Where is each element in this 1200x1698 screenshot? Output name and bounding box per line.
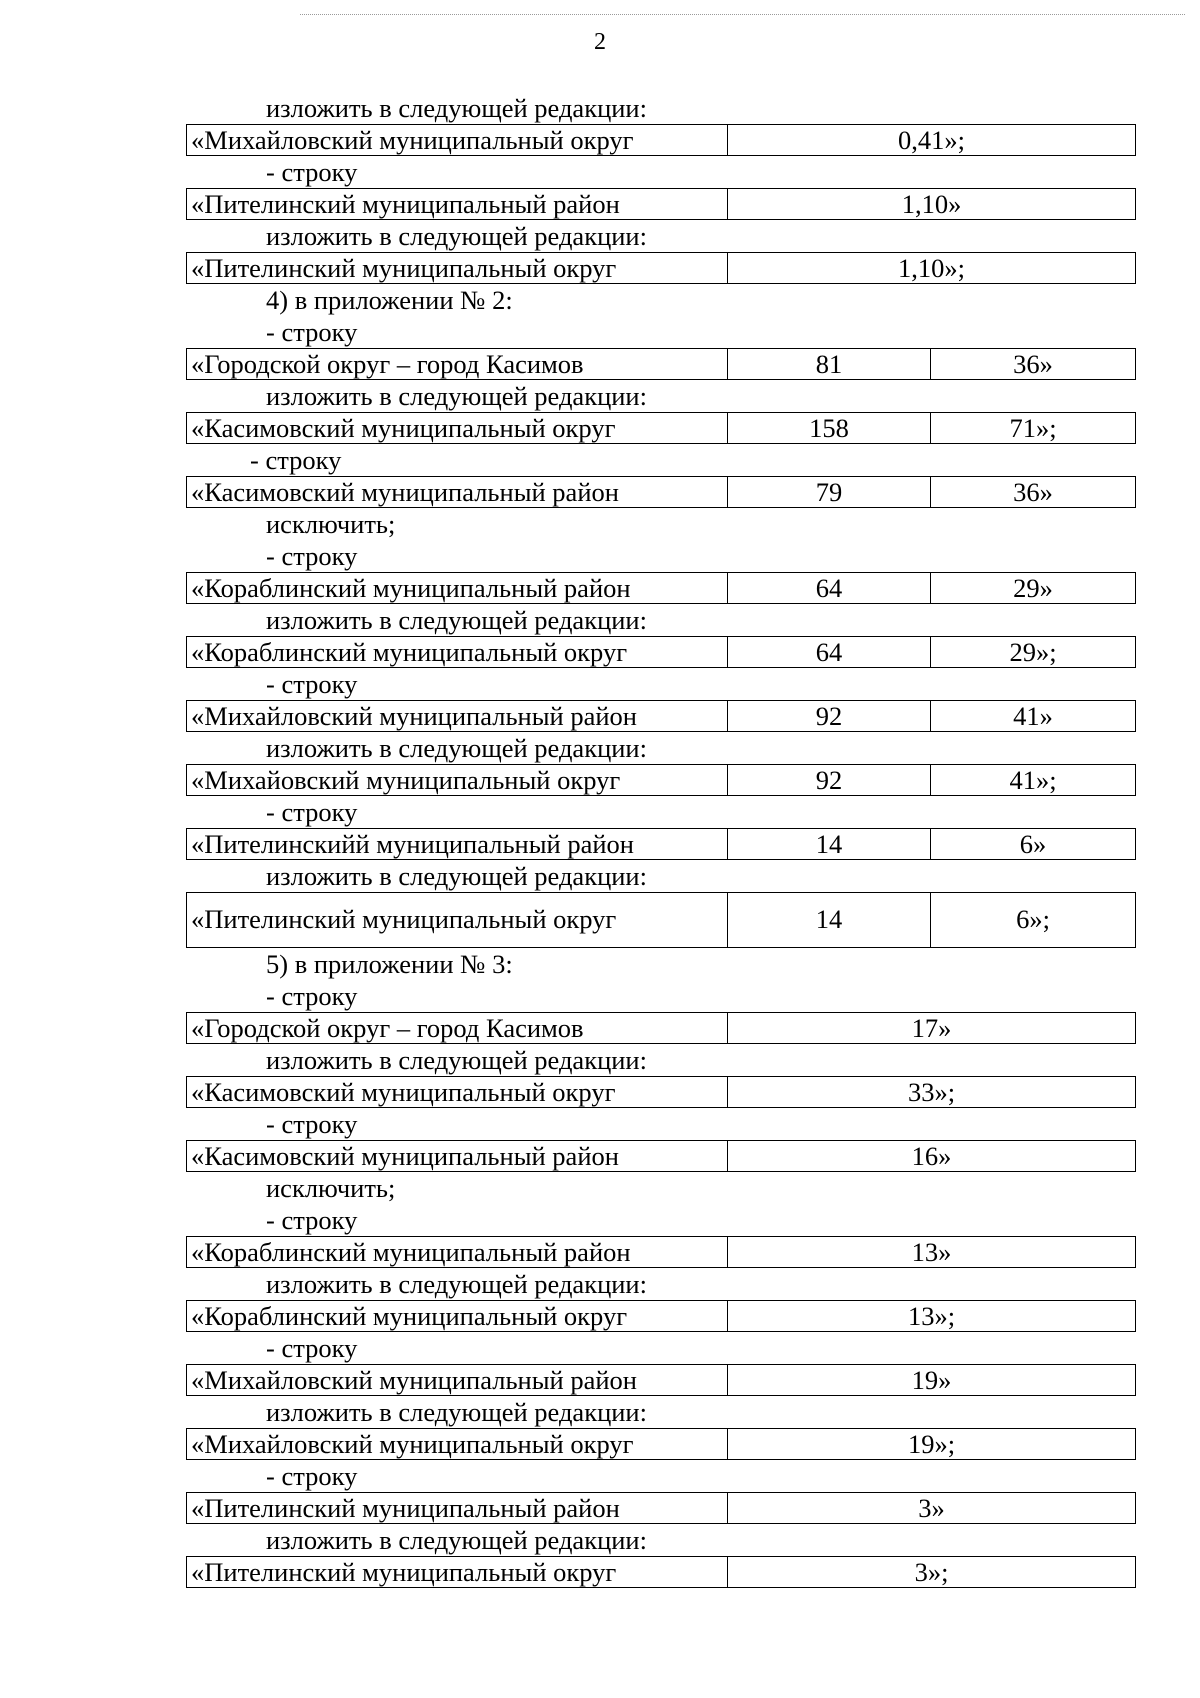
instruction-text: исключить; <box>266 1173 396 1203</box>
instruction-text: изложить в следующей редакции: <box>266 605 647 635</box>
municipality-name-cell: «Пителинский муниципальный округ <box>187 893 728 947</box>
value-cell: 3» <box>918 1493 945 1523</box>
value-cell-2: 6» <box>1019 829 1047 859</box>
table-row <box>186 1364 1136 1396</box>
value-cell: 0,41»; <box>898 125 965 155</box>
table-row-two-values <box>186 572 1136 604</box>
value-cell: 13» <box>911 1237 952 1267</box>
value-cell-2: 71»; <box>1009 413 1057 443</box>
instruction-text: 5) в приложении № 3: <box>266 949 513 979</box>
instruction-text: изложить в следующей редакции: <box>266 221 647 251</box>
value-cell: 19» <box>911 1365 952 1395</box>
municipality-name-cell: «Михайовский муниципальный округ <box>187 765 728 795</box>
value-cell-1: 14 <box>728 893 931 947</box>
table-row <box>186 1076 1136 1108</box>
table-row <box>186 1012 1136 1044</box>
municipality-name-cell: «Пителинский муниципальный район <box>187 1493 728 1523</box>
value-cell-1: 64 <box>728 637 931 667</box>
instruction-text: изложить в следующей редакции: <box>266 93 647 123</box>
table-row-two-values <box>186 892 1136 948</box>
municipality-name-cell: «Касимовский муниципальный округ <box>187 413 728 443</box>
value-cell-2: 36» <box>1013 477 1053 507</box>
value-cell: 1,10»; <box>898 253 965 283</box>
value-cell-2: 41»; <box>1009 765 1057 795</box>
document-body <box>186 92 1136 1588</box>
instruction-text: - строку <box>266 541 358 571</box>
value-cell-2: 29»; <box>1009 637 1057 667</box>
municipality-name-cell: «Городской округ – город Касимов <box>187 349 728 379</box>
municipality-name-cell: «Пителинский муниципальный район <box>187 189 728 219</box>
instruction-text: изложить в следующей редакции: <box>266 381 647 411</box>
instruction-text: - строку <box>266 157 358 187</box>
table-row <box>186 1556 1136 1588</box>
value-cell: 19»; <box>907 1429 956 1459</box>
instruction-text: - строку <box>266 797 358 827</box>
municipality-name-cell: «Городской округ – город Касимов <box>187 1013 728 1043</box>
instruction-text: - строку <box>266 317 358 347</box>
instruction-text: 4) в приложении № 2: <box>266 285 513 315</box>
value-cell-2: 36» <box>1013 349 1053 379</box>
instruction-text: - строку <box>266 1461 358 1491</box>
municipality-name-cell: «Кораблинский муниципальный округ <box>187 637 728 667</box>
municipality-name-cell: «Кораблинский муниципальный район <box>187 573 728 603</box>
page-number: 2 <box>594 29 606 55</box>
table-row-two-values <box>186 764 1136 796</box>
instruction-text: - строку <box>266 1109 358 1139</box>
value-cell: 33»; <box>907 1077 956 1107</box>
municipality-name-cell: «Пителинский муниципальный округ <box>187 1557 728 1587</box>
instruction-text: изложить в следующей редакции: <box>266 1269 647 1299</box>
value-cell: 13»; <box>907 1301 956 1331</box>
table-row-two-values <box>186 348 1136 380</box>
value-cell-1: 92 <box>728 701 931 731</box>
municipality-name-cell: «Пителинскийй муниципальный район <box>187 829 728 859</box>
table-row-two-values <box>186 828 1136 860</box>
table-row-two-values <box>186 700 1136 732</box>
value-cell-2: 29» <box>1013 573 1053 603</box>
instruction-text: - строку <box>266 981 358 1011</box>
table-row-two-values <box>186 636 1136 668</box>
municipality-name-cell: «Кораблинский муниципальный округ <box>187 1301 728 1331</box>
table-row <box>186 1492 1136 1524</box>
table-row <box>186 1428 1136 1460</box>
table-row-two-values <box>186 476 1136 508</box>
municipality-name-cell: «Касимовский муниципальный округ <box>187 1077 728 1107</box>
table-row <box>186 188 1136 220</box>
value-cell-1: 92 <box>728 765 931 795</box>
table-row <box>186 1236 1136 1268</box>
municipality-name-cell: «Касимовский муниципальный район <box>187 1141 728 1171</box>
value-cell-1: 64 <box>728 573 931 603</box>
table-row-two-values <box>186 412 1136 444</box>
instruction-text: - строку <box>266 669 358 699</box>
value-cell-1: 158 <box>728 413 931 443</box>
municipality-name-cell: «Михайловский муниципальный район <box>187 1365 728 1395</box>
municipality-name-cell: «Михайловский муниципальный округ <box>187 1429 728 1459</box>
value-cell: 1,10» <box>901 189 962 219</box>
table-row <box>186 252 1136 284</box>
value-cell: 3»; <box>914 1557 949 1587</box>
instruction-text: исключить; <box>266 509 396 539</box>
instruction-text: изложить в следующей редакции: <box>266 1525 647 1555</box>
instruction-text: - строку <box>250 445 342 475</box>
table-row <box>186 124 1136 156</box>
municipality-name-cell: «Михайловский муниципальный округ <box>187 125 728 155</box>
instruction-text: изложить в следующей редакции: <box>266 733 647 763</box>
instruction-text: изложить в следующей редакции: <box>266 861 647 891</box>
municipality-name-cell: «Кораблинский муниципальный район <box>187 1237 728 1267</box>
value-cell-1: 79 <box>728 477 931 507</box>
value-cell-2: 41» <box>1013 701 1053 731</box>
instruction-text: изложить в следующей редакции: <box>266 1045 647 1075</box>
municipality-name-cell: «Михайловский муниципальный район <box>187 701 728 731</box>
municipality-name-cell: «Пителинский муниципальный округ <box>187 253 728 283</box>
table-row <box>186 1140 1136 1172</box>
value-cell: 17» <box>911 1013 952 1043</box>
value-cell-1: 81 <box>728 349 931 379</box>
municipality-name-cell: «Касимовский муниципальный район <box>187 477 728 507</box>
instruction-text: - строку <box>266 1205 358 1235</box>
table-row <box>186 1300 1136 1332</box>
value-cell: 16» <box>911 1141 952 1171</box>
value-cell-2: 6»; <box>1016 904 1050 934</box>
value-cell-1: 14 <box>728 829 931 859</box>
scan-edge-line <box>300 14 1185 15</box>
instruction-text: изложить в следующей редакции: <box>266 1397 647 1427</box>
instruction-text: - строку <box>266 1333 358 1363</box>
